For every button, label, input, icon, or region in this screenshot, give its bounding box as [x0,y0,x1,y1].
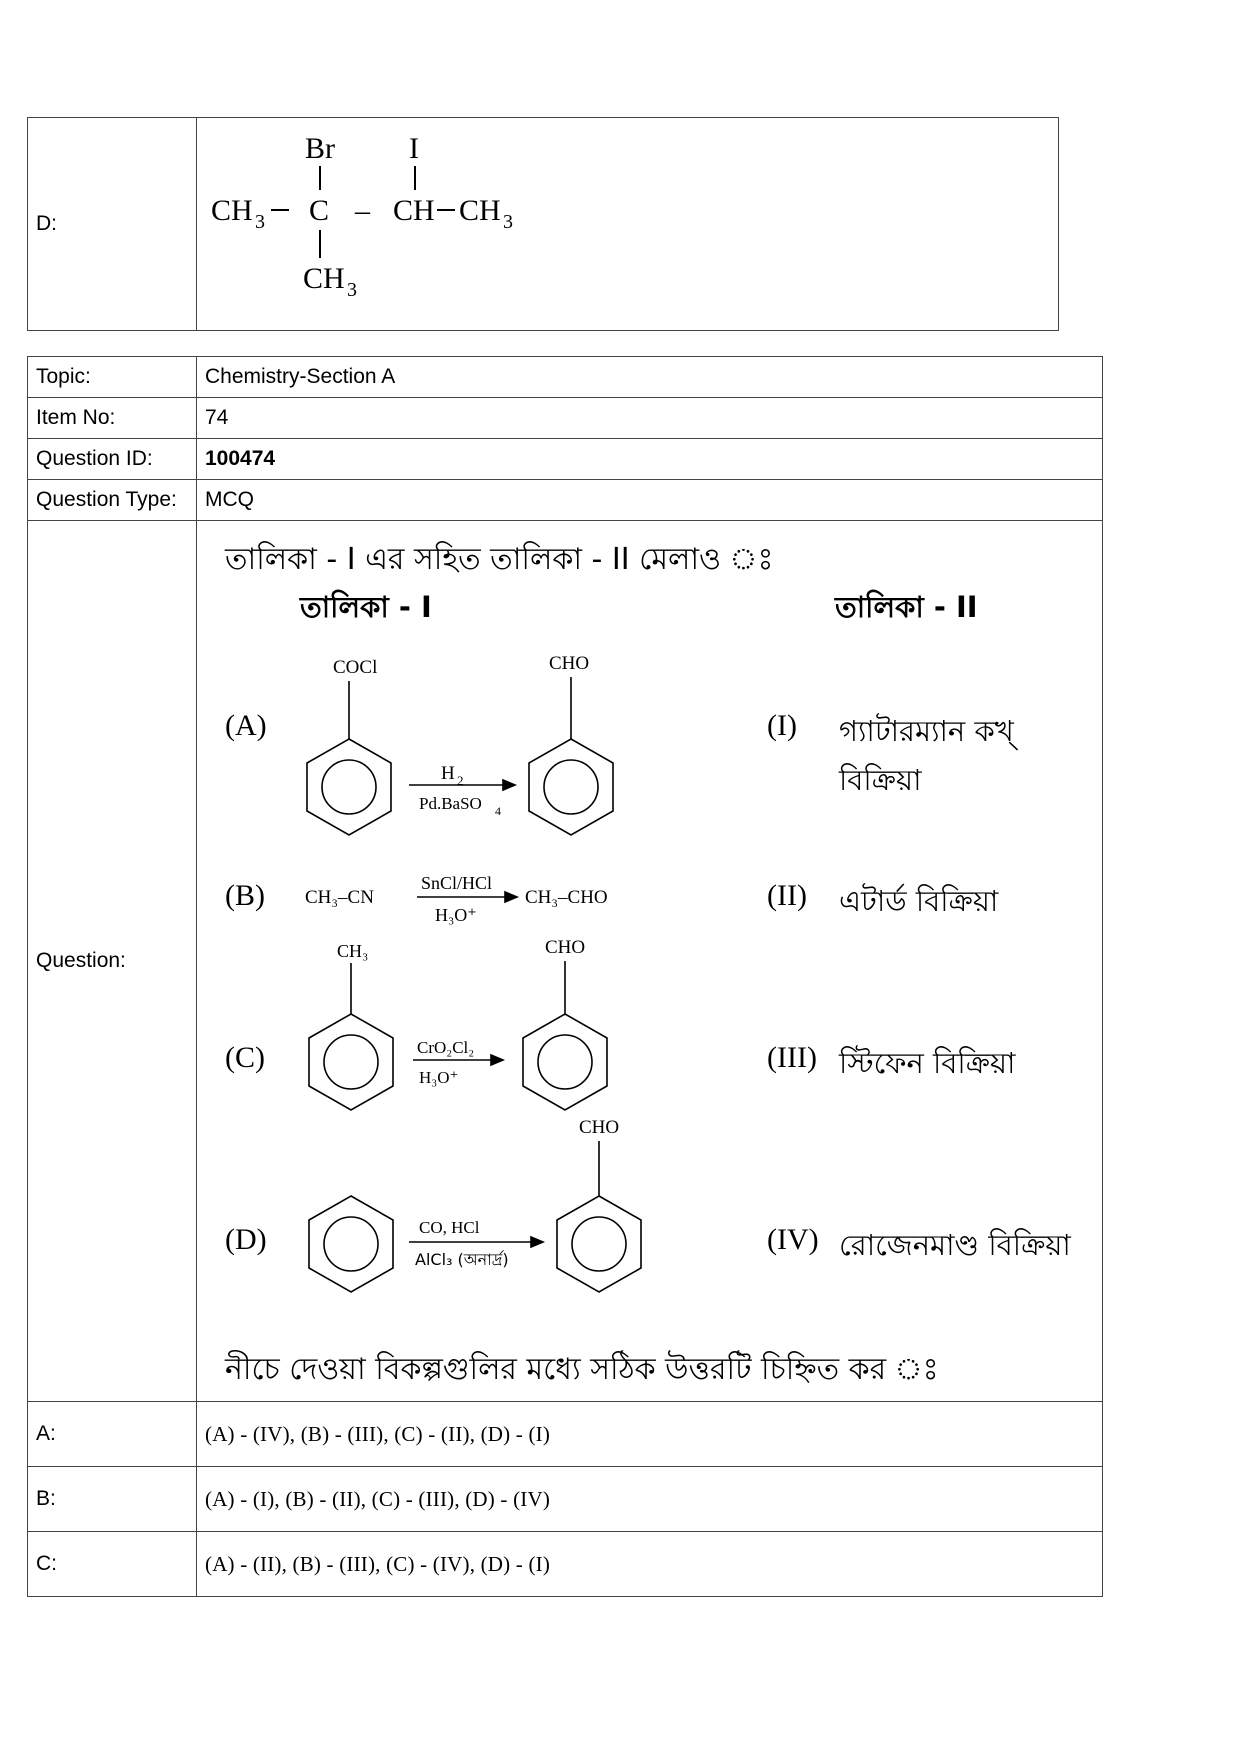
arrowhead-a [503,780,515,790]
struct-sub-3: 3 [347,279,357,301]
a-reagent-over: H [441,763,455,784]
row-label-b: (B) [225,879,265,912]
d-reagent-under: AlCl₃ (অনার্দ্র) [415,1250,509,1269]
item-value: 74 [197,398,1103,439]
item-label: Item No: [28,398,197,439]
ring-c-product [523,1014,607,1110]
row-label-a: (A) [225,709,267,742]
struct-ch3-bottom: CH [303,262,345,295]
c-reactant-group: CH₃ [337,941,369,961]
struct-i: I [409,132,419,165]
list2-name-ii: এটার্ড বিক্রিয়া [839,884,999,918]
option-a-label: A: [28,1402,197,1467]
ring-a-product [529,739,613,835]
ring-d-reactant-circle [324,1217,378,1271]
row-label-d: (D) [225,1223,267,1256]
option-c-label: C: [28,1532,197,1597]
ring-d-product [557,1196,641,1292]
b-reagent-under: H₃O⁺ [435,905,477,925]
struct-c: C [309,194,330,227]
question-footer: নীচে দেওয়া বিকল্পগুলির মধ্যে সঠিক উত্তরটি চিহ্নিত কর ঃ [225,1352,939,1387]
a-product-group: CHO [549,653,590,674]
ring-c-reactant-circle [324,1035,378,1089]
list2-name-iv: রোজেনমাণ্ড বিক্রিয়া [839,1228,1071,1262]
struct-br: Br [305,132,335,165]
d-reagent-over: CO, HCl [419,1218,480,1237]
question-content [197,521,1103,1402]
struct-sub-2: 3 [503,211,513,233]
b-reactant: CH₃–CN [305,887,374,908]
arrowhead-c [491,1055,503,1065]
row-label-c: (C) [225,1041,265,1074]
ring-d-reactant [309,1196,393,1292]
d-product-group: CHO [579,1117,620,1138]
option-b-value: (A) - (I), (B) - (II), (C) - (III), (D) - (IV) [197,1467,1103,1532]
ring-d-product-circle [572,1217,626,1271]
a-reagent-under-sub: 4 [495,804,501,818]
c-product-group: CHO [545,937,586,958]
option-b-label: B: [28,1467,197,1532]
option-a-value: (A) - (IV), (B) - (III), (C) - (II), (D) - (I) [197,1402,1103,1467]
list2-roman-iii: (III) [767,1041,817,1074]
ring-a-reactant-circle [322,760,376,814]
arrowhead-d [531,1237,543,1247]
option-d-structure-cell [197,118,1059,331]
question-label: Question: [28,521,197,1402]
list-2-heading: তালিকা - II [835,590,978,624]
b-reagent-over: SnCl/HCl [421,873,493,893]
ring-c-reactant [309,1014,393,1110]
struct-ch3-left: CH [211,194,253,227]
arrowhead-b [505,892,517,902]
qtype-label: Question Type: [28,480,197,521]
struct-ch3-right: CH [459,194,501,227]
list2-name-i: গ্যাটারম্যান কখ্ বিক্রিয়া [839,714,1014,797]
a-reagent-under: Pd.BaSO [419,794,482,813]
qid-value: 100474 [197,439,1103,480]
option-d-structure [197,118,1057,324]
list2-name-iii: স্টিফেন বিক্রিয়া [839,1046,1016,1080]
option-d-label: D: [28,118,197,331]
struct-sub-1: 3 [255,211,265,233]
option-c-value: (A) - (II), (B) - (III), (C) - (IV), (D) - (I) [197,1532,1103,1597]
list2-roman-ii: (II) [767,879,807,912]
list-1-heading: তালিকা - I [300,590,432,624]
c-reagent-over: CrO₂Cl₂ [417,1038,475,1057]
topic-label: Topic: [28,357,197,398]
b-product: CH₃–CHO [525,887,608,908]
question-instruction: তালিকা - I এর সহিত তালিকা - II মেলাও ঃ [225,542,774,577]
ring-a-reactant [307,739,391,835]
qtype-value: MCQ [197,480,1103,521]
question-table [27,356,1103,1597]
struct-ch: CH [393,194,435,227]
list2-roman-i: (I) [767,709,797,742]
list2-roman-iv: (IV) [767,1223,819,1256]
reactions-diagram [205,521,765,1321]
ring-a-product-circle [544,760,598,814]
option-d-table [27,117,1059,331]
qid-label: Question ID: [28,439,197,480]
struct-dash: – [355,194,370,227]
topic-value: Chemistry-Section A [197,357,1103,398]
a-reactant-group: COCl [333,657,378,678]
c-reagent-under: H₃O⁺ [419,1068,459,1087]
a-reagent-over-sub: 2 [457,773,464,788]
ring-c-product-circle [538,1035,592,1089]
